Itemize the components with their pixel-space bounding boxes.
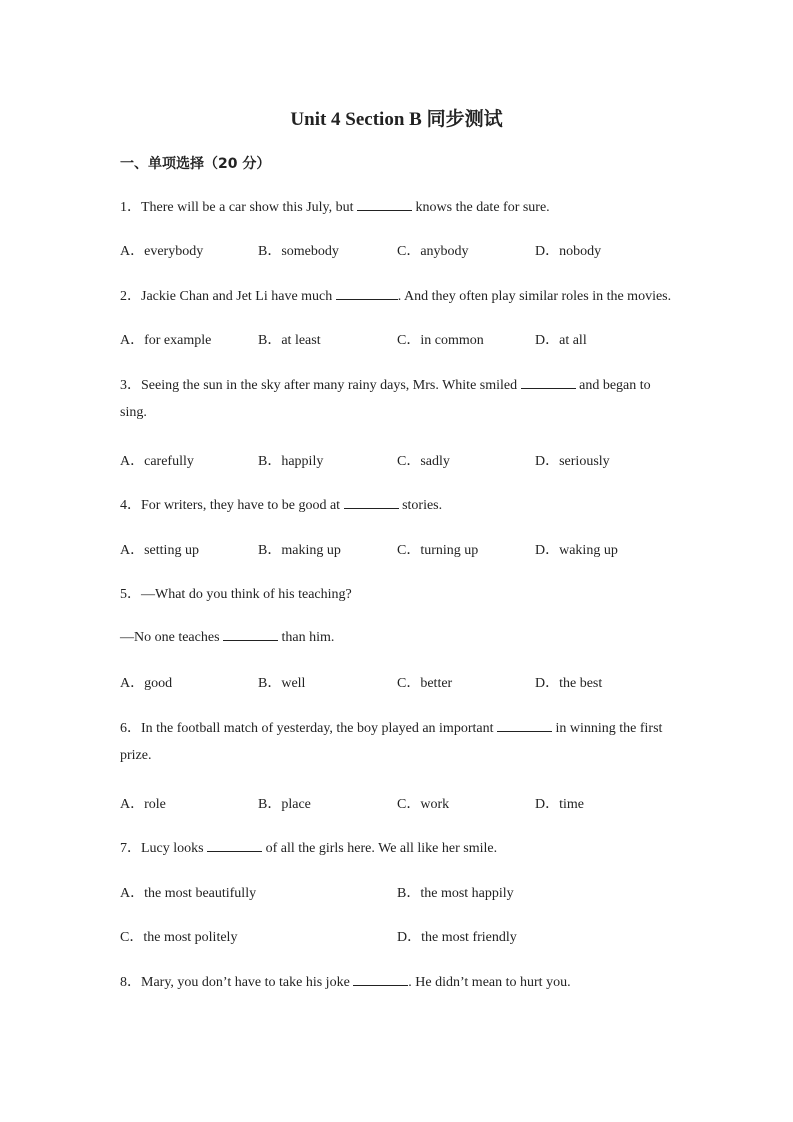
question-text: and began to [579, 378, 651, 393]
option-d: D．the most friendly [397, 930, 517, 945]
option-d: D．waking up [535, 543, 618, 558]
answer-blank [344, 496, 399, 509]
question-text: 8．Mary, you don’t have to take his joke [120, 975, 350, 990]
question-text: 7．Lucy looks [120, 841, 204, 856]
question-5-response [120, 628, 334, 646]
question-text: 6．In the football match of yesterday, the boy played an important [120, 721, 494, 736]
question-1 [120, 196, 550, 216]
answer-blank [521, 376, 576, 389]
option-d: D．the best [535, 676, 603, 691]
question-5: 5．—What do you think of his teaching? [120, 587, 352, 602]
question-text: knows the date for sure. [415, 200, 550, 215]
option-d: D．at all [535, 333, 587, 348]
question-6 [120, 717, 662, 737]
question-text: 1．There will be a car show this July, but [120, 200, 354, 215]
option-c: C．the most politely [120, 930, 238, 945]
option-c: C．sadly [397, 454, 450, 469]
option-c: C．anybody [397, 244, 469, 259]
question-text: than him. [281, 630, 335, 645]
option-b: B．somebody [258, 244, 339, 259]
question-8 [120, 971, 571, 991]
answer-blank [497, 719, 552, 732]
question-7 [120, 837, 497, 857]
option-c: C．work [397, 797, 450, 812]
page-title: Unit 4 Section B 同步测试 [290, 109, 503, 130]
option-b: B．at least [258, 333, 321, 348]
answer-blank [223, 628, 278, 641]
option-c: C．turning up [397, 543, 479, 558]
option-b: B．happily [258, 454, 324, 469]
question-text: . He didn’t mean to hurt you. [408, 975, 571, 990]
option-b: B．making up [258, 543, 341, 558]
option-b: B．well [258, 676, 306, 691]
answer-blank [336, 287, 398, 300]
answer-blank [353, 973, 408, 986]
question-text: —No one teaches [120, 630, 220, 645]
option-a: A．good [120, 676, 173, 691]
question-3-continued: sing. [120, 405, 147, 420]
section-heading: 一、单项选择（20 分） [120, 156, 271, 172]
question-text: in winning the first [555, 721, 663, 736]
option-b: B．the most happily [397, 886, 514, 901]
option-d: D．nobody [535, 244, 602, 259]
question-text: . And they often play similar roles in the movies. [397, 289, 672, 304]
answer-blank [207, 839, 262, 852]
question-6-continued: prize. [120, 748, 152, 763]
option-a: A．for example [120, 333, 212, 348]
question-text: 3．Seeing the sun in the sky after many rainy days, Mrs. White smiled [120, 378, 518, 393]
question-text: of all the girls here. We all like her smile. [265, 841, 498, 856]
answer-blank [357, 198, 412, 211]
option-c: C．in common [397, 333, 484, 348]
option-b: B．place [258, 797, 311, 812]
option-a: A．role [120, 797, 166, 812]
option-a: A．the most beautifully [120, 886, 257, 901]
question-3 [120, 374, 651, 394]
option-c: C．better [397, 676, 453, 691]
question-4 [120, 494, 442, 514]
option-d: D．seriously [535, 454, 610, 469]
option-d: D．time [535, 797, 584, 812]
question-text: 4．For writers, they have to be good at [120, 498, 341, 513]
option-a: A．carefully [120, 454, 194, 469]
option-a: A．everybody [120, 244, 204, 259]
option-a: A．setting up [120, 543, 199, 558]
question-text: stories. [402, 498, 443, 513]
question-2 [120, 285, 671, 305]
question-text: 2．Jackie Chan and Jet Li have much [120, 289, 333, 304]
